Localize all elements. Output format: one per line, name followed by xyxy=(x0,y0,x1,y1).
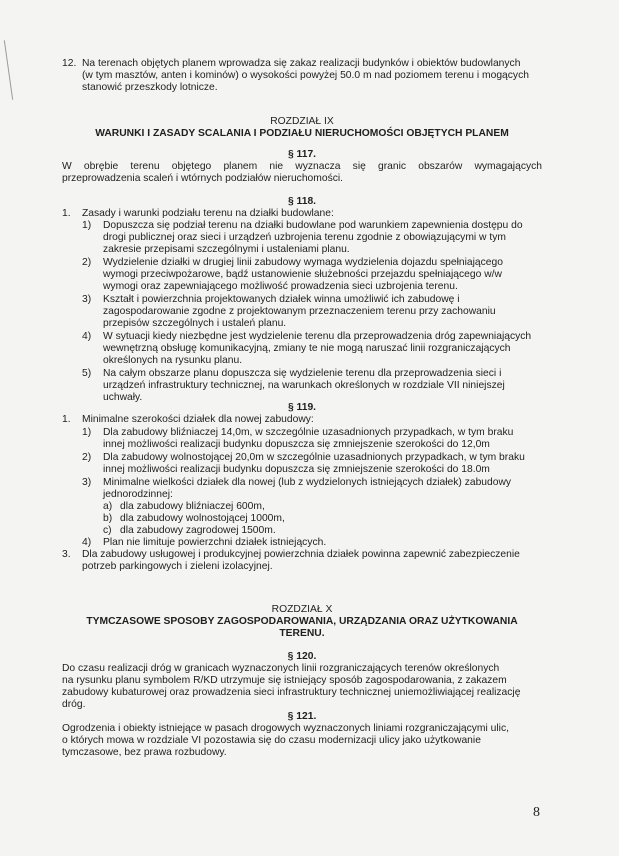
s118-item-line: W sytuacji kiedy niezbędne jest wydzielenie terenu dla przeprowadzenia dróg zapewniających xyxy=(103,331,532,342)
s119-subitem-letter: b) xyxy=(103,513,113,524)
s118-item-line: przepisów szczególnych i ustaleń planu. xyxy=(103,318,287,329)
s119-item-line: innej możliwości realizacji budynku dopuszcza się zmniejszenie szerokości do 12,0m xyxy=(103,439,490,450)
s118-item-line: zakresie przepisami szczególnymi i ustaleniami planu. xyxy=(103,244,350,255)
s118-item-line: urządzeń infrastruktury technicznej, na warunkach określonych w rozdziale VII niniejszej xyxy=(103,380,505,391)
s118-item-number: 3) xyxy=(82,294,92,305)
s121-line: o których mowa w rozdziale VI pozostawia się do czasu modernizacji ulicy jako użytkowanie xyxy=(62,735,481,746)
s118-item-line: wymogi oraz zapewniającego możliwość prowadzenia sieci uzbrojenia terenu. xyxy=(103,281,458,292)
s119-p1-text: Minimalne szerokości działek dla nowej zabudowy: xyxy=(82,414,314,425)
s119-p1-number: 1. xyxy=(62,414,71,425)
s119-p3-line: Dla zabudowy usługowej i produkcyjnej powierzchnia działek powinna zapewnić zabezpieczenie xyxy=(82,549,520,560)
s119-subitem-letter: c) xyxy=(103,525,112,536)
s118-item-number: 2) xyxy=(82,257,92,268)
chapter-ix-label: ROZDZIAŁ IX xyxy=(270,116,334,127)
s119-item-line: Minimalne wielkości działek dla nowej (lub z wydzielonych istniejących działek) zabudowy xyxy=(103,477,512,488)
s117-line: przeprowadzenia scaleń i wtórnych podziałów nieruchomości. xyxy=(62,173,344,184)
s118-item-line: Na całym obszarze planu dopuszcza się wydzielenie terenu dla przeprowadzenia sieci i xyxy=(103,368,502,379)
s119-subitem-letter: a) xyxy=(103,501,113,512)
section-118-heading: § 118. xyxy=(287,196,317,207)
s119-p3-line: potrzeb parkingowych i zieleni izolacyjnej. xyxy=(82,561,273,572)
s120-line: dróg. xyxy=(62,699,86,710)
s119-item-line: innej możliwości realizacji budynku dopuszcza się zmniejszenie szerokości do 18.0m xyxy=(103,464,490,475)
scan-edge-mark xyxy=(4,40,13,100)
s118-item-line: określonych na rysunku planu. xyxy=(103,355,243,366)
chapter-ix-title: WARUNKI I ZASADY SCALANIA I PODZIAŁU NIERUCHOMOŚCI OBJĘTYCH PLANEM xyxy=(95,128,509,139)
s118-item-number: 5) xyxy=(82,368,92,379)
s120-line: zabudowy kubaturowej oraz prowadzenia sieci infrastruktury technicznej uniemożliwiającej realizację xyxy=(62,687,521,698)
s118-item-line: drogi publicznej oraz sieci i urządzeń uzbrojenia terenu zgodnie z obowiązującymi w tym xyxy=(103,232,506,243)
s118-item-line: Kształt i powierzchnia projektowanych działek winna umożliwić ich zabudowę i xyxy=(103,294,460,305)
s119-item-line: Dla zabudowy bliźniaczej 14,0m, w szczególnie uzasadnionych przypadkach, w tym braku xyxy=(103,427,514,438)
chapter-x-label: ROZDZIAŁ X xyxy=(271,604,333,615)
s119-subitem-text: dla zabudowy zagrodowej 1500m. xyxy=(120,525,276,536)
s118-item-line: wewnętrzną obsługę komunikacyjną, zmiany te nie mogą naruszać linii rozgraniczających xyxy=(103,343,511,354)
chapter-x-title: TERENU. xyxy=(279,628,325,639)
s119-item-line: Plan nie limituje powierzchni działek istniejących. xyxy=(103,537,327,548)
s118-item-line: wymogi przeciwpożarowe, bądź ustanowienie służebności przejazdu spełniającego w/w xyxy=(103,269,502,280)
p12-number: 12. xyxy=(62,58,77,69)
s118-p1-text: Zasady i warunki podziału terenu na działki budowlane: xyxy=(82,208,334,219)
s119-item-number: 4) xyxy=(82,537,92,548)
s119-item-number: 3) xyxy=(82,477,92,488)
s119-item-line: jednorodzinnej: xyxy=(103,489,173,500)
s120-line: na rysunku planu symbolem R/KD utrzymuje się istniejący sposób zagospodarowania, z zakazem xyxy=(62,675,507,686)
s118-item-number: 4) xyxy=(82,331,92,342)
s118-item-line: Dopuszcza się podział terenu na działki budowlane pod warunkiem zapewnienia dostępu do xyxy=(103,220,523,231)
section-121-heading: § 121. xyxy=(287,711,317,722)
s118-item-line: zagospodarowanie zgodne z projektowanym przeznaczeniem terenu przy zachowaniu xyxy=(103,306,496,317)
s119-subitem-text: dla zabudowy bliźniaczej 600m, xyxy=(120,501,265,512)
s118-p1-number: 1. xyxy=(62,208,71,219)
p12-line: stanowić przeszkody lotnicze. xyxy=(82,82,218,93)
s119-subitem-text: dla zabudowy wolnostojącej 1000m, xyxy=(120,513,285,524)
section-117-heading: § 117. xyxy=(287,149,317,160)
s119-item-number: 1) xyxy=(82,427,92,438)
p12-line: Na terenach objętych planem wprowadza się zakaz realizacji budynków i obiektów budowlanych xyxy=(82,58,521,69)
p12-line: (w tym masztów, anten i kominów) o wysokości powyżej 50.0 m nad poziomem terenu i mogących xyxy=(82,70,529,81)
section-120-heading: § 120. xyxy=(287,651,317,662)
s121-line: tymczasowe, bez prawa rozbudowy. xyxy=(62,747,227,758)
s119-item-number: 2) xyxy=(82,452,92,463)
chapter-x-title: TYMCZASOWE SPOSOBY ZAGOSPODAROWANIA, URZĄDZANIA ORAZ UŻYTKOWANIA xyxy=(86,616,518,627)
s117-line: W obrębie terenu objętego planem nie wyznacza się granic obszarów wymagających xyxy=(62,161,542,172)
s119-p3-number: 3. xyxy=(62,549,71,560)
s120-line: Do czasu realizacji dróg w granicach wyznaczonych linii rozgraniczających terenów określonych xyxy=(62,663,500,674)
s121-line: Ogrodzenia i obiekty istniejące w pasach drogowych wyznaczonych liniami rozgraniczającymi ulic, xyxy=(62,723,509,734)
s118-item-line: uchwały. xyxy=(103,392,143,403)
s119-item-line: Dla zabudowy wolnostojącej 20,0m w szczególnie uzasadnionych przypadkach, w tym braku xyxy=(103,452,525,463)
page-number: 8 xyxy=(533,805,540,820)
s118-item-line: Wydzielenie działki w drugiej linii zabudowy wymaga wydzielenia dojazdu spełniającego xyxy=(103,257,503,268)
s118-item-number: 1) xyxy=(82,220,92,231)
section-119-heading: § 119. xyxy=(287,402,317,413)
